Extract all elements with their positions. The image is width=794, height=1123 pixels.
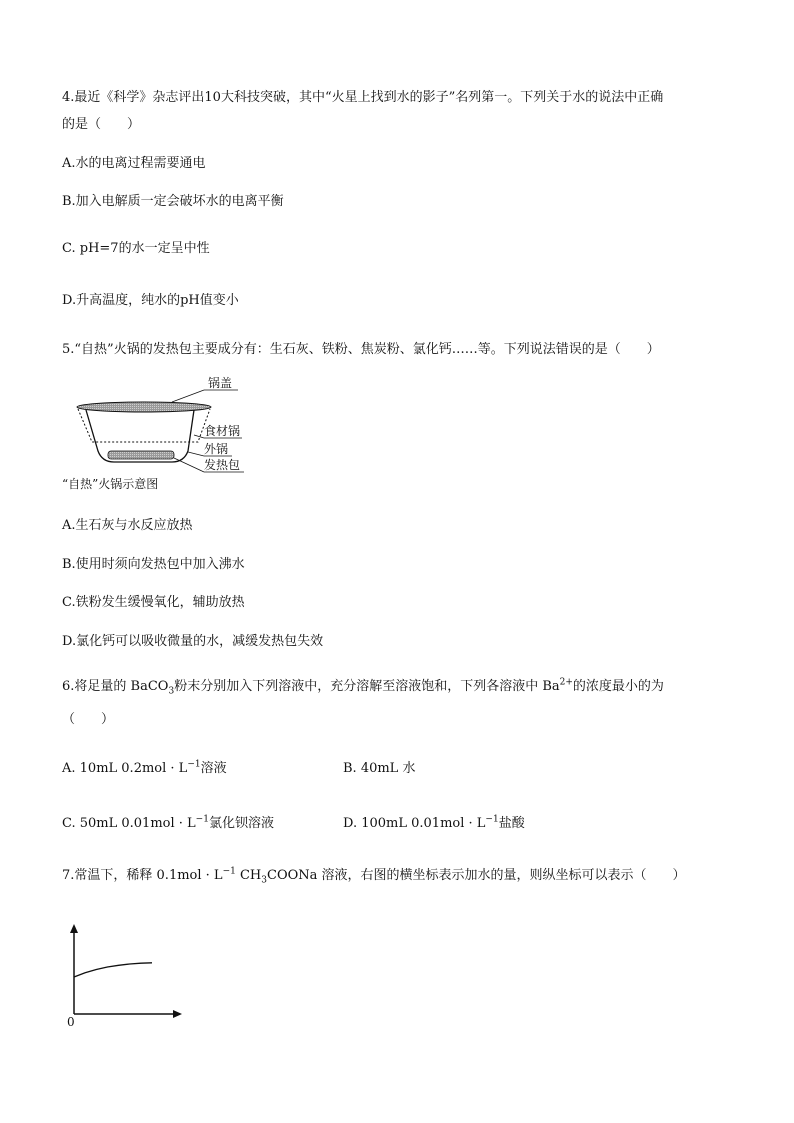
q5-stem: 5.“自热”火锅的发热包主要成分有：生石灰、铁粉、焦炭粉、氯化钙……等。下列说法错误的是（ ） bbox=[62, 342, 660, 357]
q6-option-a: A. 10mL $0.2mol \cdot L^{-1}$溶液 bbox=[62, 759, 227, 776]
hotpot-diagram bbox=[62, 372, 262, 497]
q5-option-b: B.使用时须向发热包中加入沸水 bbox=[62, 557, 245, 572]
q4-stem-line2: 的是（ ） bbox=[62, 117, 141, 132]
origin-label: 0 bbox=[67, 1015, 75, 1029]
diagram-caption: “自热”火锅示意图 bbox=[62, 477, 159, 491]
q6-option-c: C. 50mL $0.01mol \cdot L^{-1}$氯化钡溶液 bbox=[62, 814, 274, 831]
q4-option-c: C. pH=7的水一定呈中性 bbox=[62, 241, 210, 256]
q4-option-a: A.水的电离过程需要通电 bbox=[62, 156, 206, 171]
q4-option-d: D.升高温度，纯水的pH值变小 bbox=[62, 293, 239, 308]
q5-option-d: D.氯化钙可以吸收微量的水，减缓发热包失效 bbox=[62, 634, 324, 649]
q7-graph bbox=[60, 920, 190, 1030]
q7-stem: 7.常温下，稀释 $0.1mol \cdot L^{-1}$ $CH_3COONa$ 溶液，右图的横坐标表示加水的量，则纵坐标可以表示（ ） bbox=[62, 866, 686, 886]
y-axis-arrow bbox=[70, 924, 78, 933]
label-food-pot: 食材锅 bbox=[204, 424, 241, 438]
q6-stem-line2: （ ） bbox=[62, 712, 115, 727]
series-line bbox=[74, 963, 152, 977]
q4-stem-line1: 4.最近《科学》杂志评出10大科技突破，其中“火星上找到水的影子”名列第一。下列关于水的说法中正确 bbox=[62, 90, 664, 105]
q5-option-a: A.生石灰与水反应放热 bbox=[62, 518, 193, 533]
q6-stem-line1: 6.将足量的 BaCO$_3$粉末分别加入下列溶液中，充分溶解至溶液饱和，下列各溶液中 $Ba^{2+}$的浓度最小的为 bbox=[62, 677, 664, 697]
heat-pack-shape bbox=[108, 451, 174, 459]
q6-option-b: B. 40mL 水 bbox=[343, 761, 416, 776]
lid-shape bbox=[77, 402, 211, 412]
label-outer-pot: 外锅 bbox=[204, 442, 229, 456]
q6-option-d: D. 100mL $0.01mol \cdot L^{-1}$盐酸 bbox=[343, 814, 525, 831]
label-lid: 锅盖 bbox=[208, 376, 233, 390]
x-axis-arrow bbox=[173, 1010, 182, 1018]
q4-option-b: B.加入电解质一定会破坏水的电离平衡 bbox=[62, 194, 284, 209]
q5-option-c: C.铁粉发生缓慢氧化，辅助放热 bbox=[62, 595, 245, 610]
label-heat-pack: 发热包 bbox=[204, 458, 241, 472]
